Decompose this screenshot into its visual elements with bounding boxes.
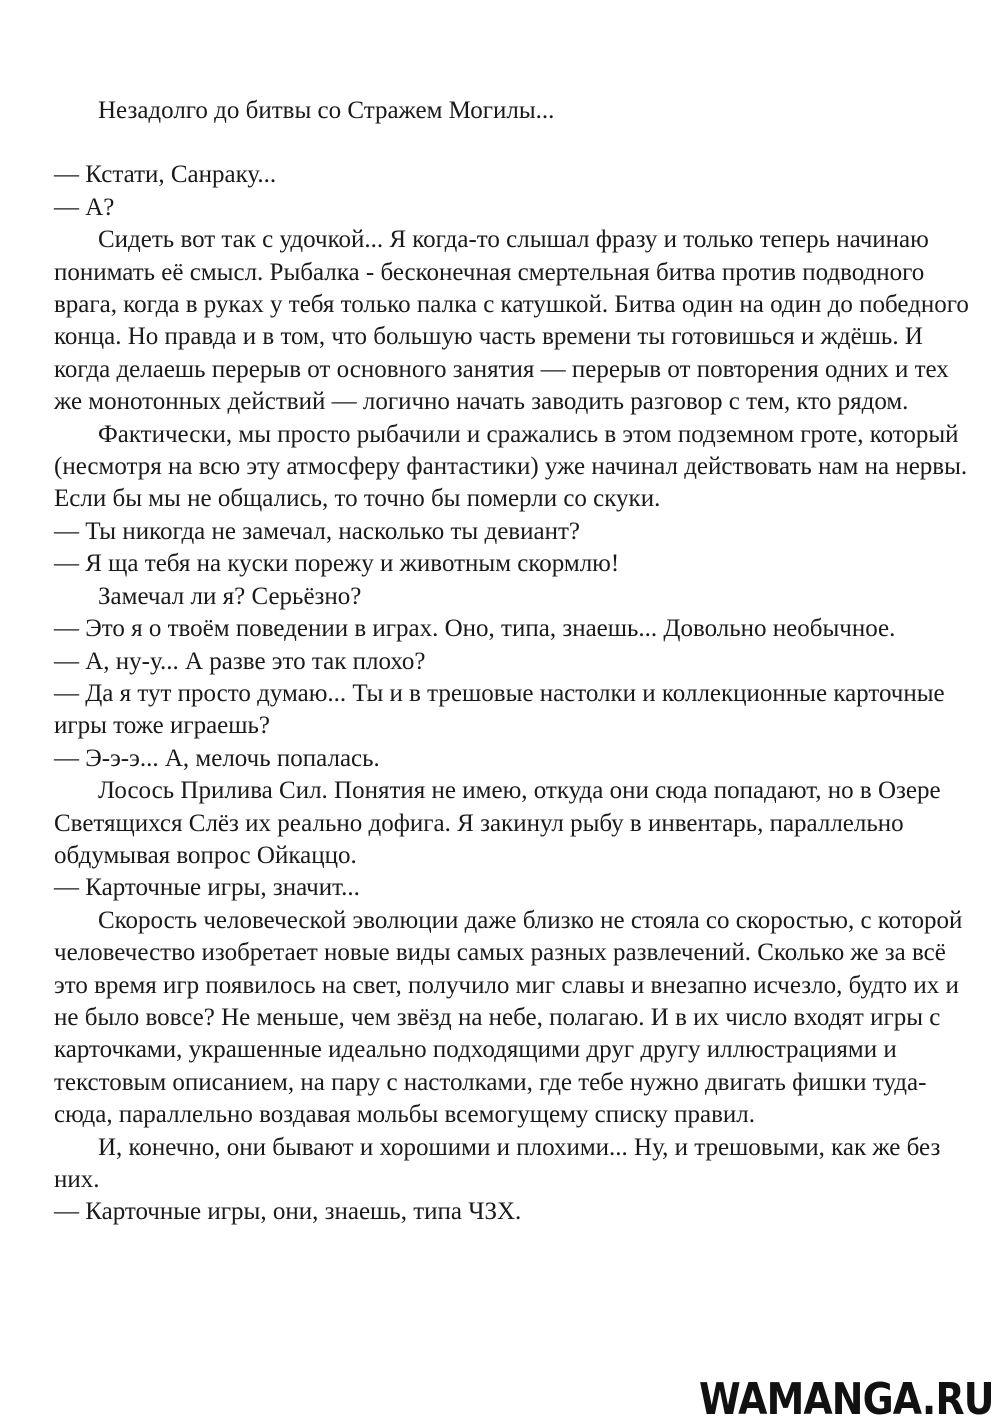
paragraph-11: Лосось Прилива Сил. Понятия не имею, откуда они сюда попадают, но в Озере Светящихся Слёз их реально дофига. Я закинул рыбу в инвентарь, параллельно обдумывая вопрос Ойкаццо. — [54, 777, 941, 869]
paragraph-2: Сидеть вот так с удочкой... Я когда-то слышал фразу и только теперь начинаю понимать её смысл. Рыбалка - бесконечная смертельная битва против подводного врага, когда в руках у тебя только палка с катушкой. Битва один на один до победного конца. Но правда и в том, что большую часть времени ты готовишься и ждёшь. И когда делаешь перерыв от основного занятия — перерыв от повторения одних и тех же монотонных действий — логично начать заводить разговор с тем, кто рядом. — [54, 226, 969, 416]
paragraph-6: Замечал ли я? Серьёзно? — [98, 582, 362, 610]
paragraph-10: — Э-э-э... А, мелочь попалась. — [54, 744, 380, 772]
watermark-logo: WAMANGA.RU — [699, 1374, 994, 1425]
text-body — [54, 95, 969, 1229]
paragraph-7: — Это я о твоём поведении в играх. Оно, типа, знаешь... Довольно необычное. — [54, 615, 896, 643]
paragraph-8: — А, ну-у... А разве это так плохо? — [54, 647, 426, 675]
paragraph-1: — А? — [54, 193, 115, 221]
paragraph-5: — Я ща тебя на куски порежу и животным скормлю! — [54, 550, 620, 578]
paragraph-13: Скорость человеческой эволюции даже близко не стояла со скоростью, с которой человечество изобретает новые виды самых разных развлечений. Сколько же за всё это время игр появилось на свет, получило миг славы и внезапно исчезло, будто их и не было вовсе? Не меньше, чем звёзд на небе, полагаю. И в их число входят игры с карточками, украшенные идеально подходящими друг другу иллюстрациями и текстовым описанием, на пару с настолками, где тебе нужно двигать фишки туда-сюда, параллельно воздавая мольбы всемогущему списку правил. — [54, 906, 963, 1129]
paragraph-14: И, конечно, они бывают и хорошими и плохими... Ну, и трешовыми, как же без них. — [54, 1133, 941, 1193]
paragraph-4: — Ты никогда не замечал, насколько ты девиант? — [54, 517, 580, 545]
paragraph-9: — Да я тут просто думаю... Ты и в трешовые настолки и коллекционные карточные игры тоже играешь? — [54, 679, 945, 740]
paragraph-0: — Кстати, Санраку... — [54, 161, 277, 189]
paragraph-12: — Карточные игры, значит... — [54, 874, 360, 902]
paragraph-15: — Карточные игры, они, знаешь, типа ЧЗХ. — [54, 1198, 522, 1226]
paragraph-3: Фактически, мы просто рыбачили и сражались в этом подземном гроте, который (несмотря на всю эту атмосферу фантастики) уже начинал действовать нам на нервы. Если бы мы не общались, то точно бы померли со скуки. — [54, 420, 968, 513]
intro-line: Незадолго до битвы со Стражем Могилы... — [98, 97, 555, 124]
